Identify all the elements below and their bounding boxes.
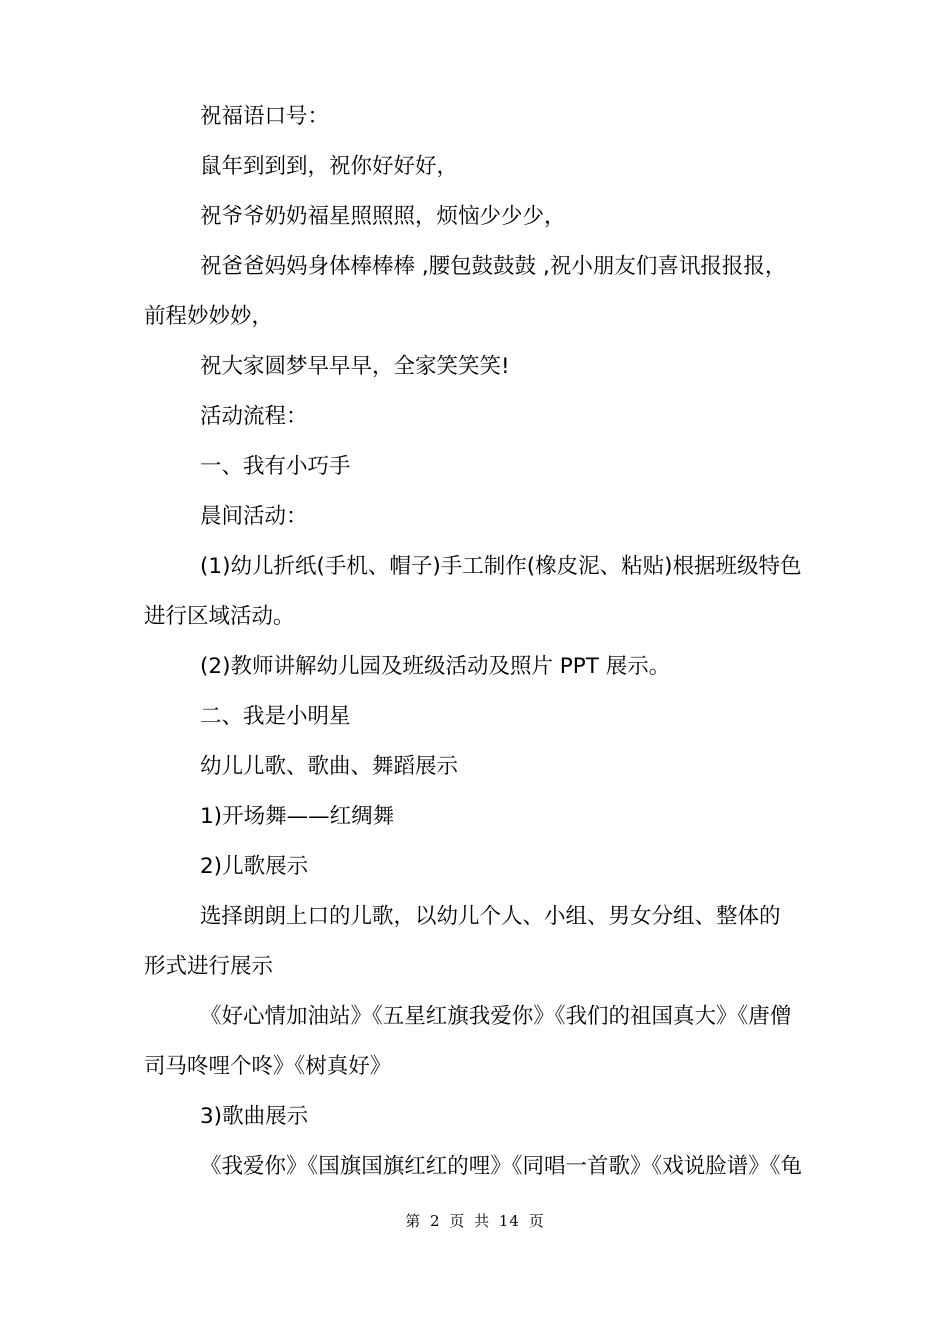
text-line: 形式进行展示 — [144, 954, 274, 979]
text-line: 1)开场舞——红绸舞 — [200, 804, 395, 829]
text-line: 2)儿歌展示 — [200, 854, 309, 879]
text-line: (1)幼儿折纸(手机、帽子)手工制作(橡皮泥、粘贴)根据班级特色 — [200, 554, 802, 579]
text-line: 《我爱你》《国旗国旗红红的哩》《同唱一首歌》《戏说脸谱》《龟 — [200, 1154, 803, 1179]
text-line: 进行区域活动。 — [144, 604, 295, 629]
text-line: 前程妙妙妙， — [144, 304, 274, 329]
text-line: (2)教师讲解幼儿园及班级活动及照片 PPT 展示。 — [200, 654, 671, 679]
document-body — [144, 92, 808, 1192]
text-line: 祝爷爷奶奶福星照照照，烦恼少少少， — [200, 204, 566, 229]
text-line: 祝福语口号： — [200, 104, 330, 129]
text-line: 活动流程： — [200, 404, 308, 429]
text-line: 鼠年到到到，祝你好好好， — [200, 154, 459, 179]
text-line: 祝大家圆梦早早早，全家笑笑笑! — [200, 354, 510, 379]
text-line: 祝爸爸妈妈身体棒棒棒 ,腰包鼓鼓鼓 ,祝小朋友们喜讯报报报， — [200, 254, 787, 279]
text-line: 晨间活动： — [200, 504, 308, 529]
text-line: 一、我有小巧手 — [200, 454, 351, 479]
text-line: 选择朗朗上口的儿歌，以幼儿个人、小组、男女分组、整体的 — [200, 904, 781, 929]
text-line: 司马咚哩个咚》《树真好》 — [144, 1054, 392, 1079]
text-line: 二、我是小明星 — [200, 704, 351, 729]
text-line: 幼儿儿歌、歌曲、舞蹈展示 — [200, 754, 459, 779]
page-footer: 第 2 页 共 14 页 — [405, 1212, 545, 1230]
text-line: 《好心情加油站》《五星红旗我爱你》《我们的祖国真大》《唐僧 — [200, 1004, 792, 1029]
text-line: 3)歌曲展示 — [200, 1104, 309, 1129]
